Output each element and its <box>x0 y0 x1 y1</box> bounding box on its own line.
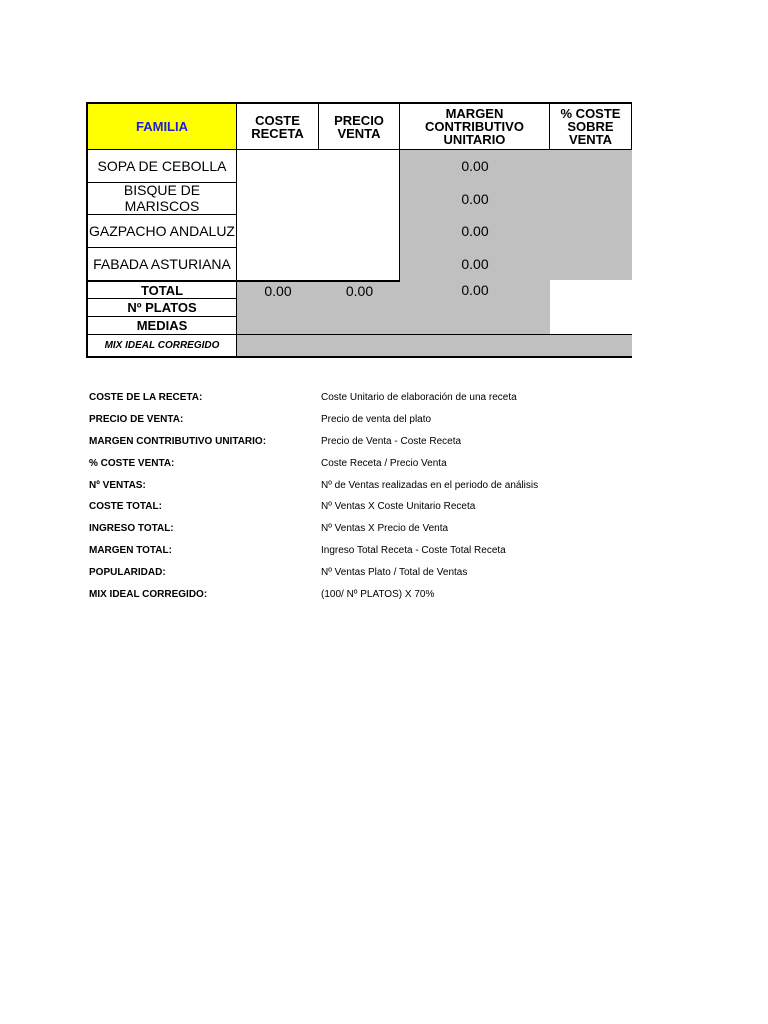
medias-row <box>86 317 632 336</box>
definition-description: Coste Unitario de elaboración de una receta <box>321 392 517 403</box>
total-precio[interactable]: 0.00 <box>319 280 400 299</box>
coste-receta-cell[interactable] <box>237 150 319 183</box>
definition-term: Nº VENTAS: <box>89 479 146 491</box>
definitions-list <box>89 388 689 607</box>
header-pct-coste[interactable]: % COSTE SOBRE VENTA <box>550 102 632 150</box>
medias-margen-cell[interactable] <box>400 317 550 336</box>
menu-engineering-table <box>86 102 632 358</box>
platos-coste-cell[interactable] <box>237 299 319 317</box>
header-row <box>86 102 632 150</box>
precio-venta-cell[interactable] <box>319 215 400 248</box>
pct-coste-cell[interactable] <box>550 248 632 281</box>
definition-description: Nº Ventas X Precio de Venta <box>321 523 449 535</box>
table-row <box>86 215 632 248</box>
platos-row <box>86 299 632 317</box>
dish-name[interactable]: BISQUE DE MARISCOS <box>86 183 237 216</box>
definition-term: COSTE TOTAL: <box>89 501 162 513</box>
definition-item <box>89 476 689 498</box>
table-row <box>86 183 632 216</box>
precio-venta-cell[interactable] <box>319 150 400 183</box>
definition-item <box>89 519 689 541</box>
total-coste[interactable]: 0.00 <box>237 280 319 299</box>
definition-item <box>89 541 689 563</box>
definition-term: MIX IDEAL CORREGIDO: <box>89 589 208 601</box>
definition-description: Precio de Venta - Coste Receta <box>321 435 462 447</box>
mix-value-cell[interactable] <box>237 335 632 358</box>
definition-item <box>89 563 689 585</box>
definition-term: PRECIO DE VENTA: <box>89 413 184 425</box>
table-row <box>86 248 632 281</box>
definition-item <box>89 432 689 454</box>
mix-row <box>86 335 632 358</box>
total-row <box>86 280 632 299</box>
margen-cell[interactable]: 0.00 <box>400 150 550 183</box>
definition-description: Nº Ventas Plato / Total de Ventas <box>321 567 468 579</box>
dish-name[interactable]: SOPA DE CEBOLLA <box>86 150 237 183</box>
medias-pct-cell[interactable] <box>550 317 632 336</box>
definition-description: Nº Ventas X Coste Unitario Receta <box>321 501 476 513</box>
total-pct-cell[interactable] <box>550 280 632 299</box>
coste-receta-cell[interactable] <box>237 215 319 248</box>
total-margen[interactable]: 0.00 <box>400 280 550 299</box>
medias-coste-cell[interactable] <box>237 317 319 336</box>
platos-margen-cell[interactable] <box>400 299 550 317</box>
definition-item <box>89 454 689 476</box>
definition-description: Nº de Ventas realizadas en el periodo de análisis <box>321 479 539 491</box>
precio-venta-cell[interactable] <box>319 183 400 216</box>
coste-receta-cell[interactable] <box>237 183 319 216</box>
margen-cell[interactable]: 0.00 <box>400 183 550 216</box>
pct-coste-cell[interactable] <box>550 215 632 248</box>
platos-pct-cell[interactable] <box>550 299 632 317</box>
definition-description: Precio de venta del plato <box>321 413 432 425</box>
definition-term: % COSTE VENTA: <box>89 457 175 469</box>
margen-cell[interactable]: 0.00 <box>400 248 550 281</box>
header-margen-contributivo[interactable]: MARGEN CONTRIBUTIVO UNITARIO <box>400 102 550 150</box>
header-coste-receta[interactable]: COSTE RECETA <box>237 102 319 150</box>
medias-label[interactable]: MEDIAS <box>86 317 237 336</box>
pct-coste-cell[interactable] <box>550 150 632 183</box>
definition-item <box>89 585 689 607</box>
platos-precio-cell[interactable] <box>319 299 400 317</box>
platos-label[interactable]: Nº PLATOS <box>86 299 237 317</box>
dish-name[interactable]: FABADA ASTURIANA <box>86 248 237 281</box>
header-familia[interactable]: FAMILIA <box>86 102 237 150</box>
definition-term: MARGEN CONTRIBUTIVO UNITARIO: <box>89 435 267 447</box>
definition-term: POPULARIDAD: <box>89 567 166 579</box>
pct-coste-cell[interactable] <box>550 183 632 216</box>
definition-description: Ingreso Total Receta - Coste Total Receta <box>321 545 506 557</box>
table-row <box>86 150 632 183</box>
definition-description: (100/ Nº PLATOS) X 70% <box>321 589 435 601</box>
definition-term: INGRESO TOTAL: <box>89 523 174 535</box>
definition-item <box>89 388 689 410</box>
coste-receta-cell[interactable] <box>237 248 319 281</box>
total-label[interactable]: TOTAL <box>86 280 237 299</box>
definition-description: Coste Receta / Precio Venta <box>321 457 447 469</box>
definition-term: COSTE DE LA RECETA: <box>89 392 203 403</box>
dish-name[interactable]: GAZPACHO ANDALUZ <box>86 215 237 248</box>
definition-item <box>89 497 689 519</box>
header-precio-venta[interactable]: PRECIO VENTA <box>319 102 400 150</box>
mix-label[interactable]: MIX IDEAL CORREGIDO <box>86 335 237 358</box>
medias-precio-cell[interactable] <box>319 317 400 336</box>
definition-term: MARGEN TOTAL: <box>89 545 172 557</box>
definition-item <box>89 410 689 432</box>
precio-venta-cell[interactable] <box>319 248 400 281</box>
margen-cell[interactable]: 0.00 <box>400 215 550 248</box>
